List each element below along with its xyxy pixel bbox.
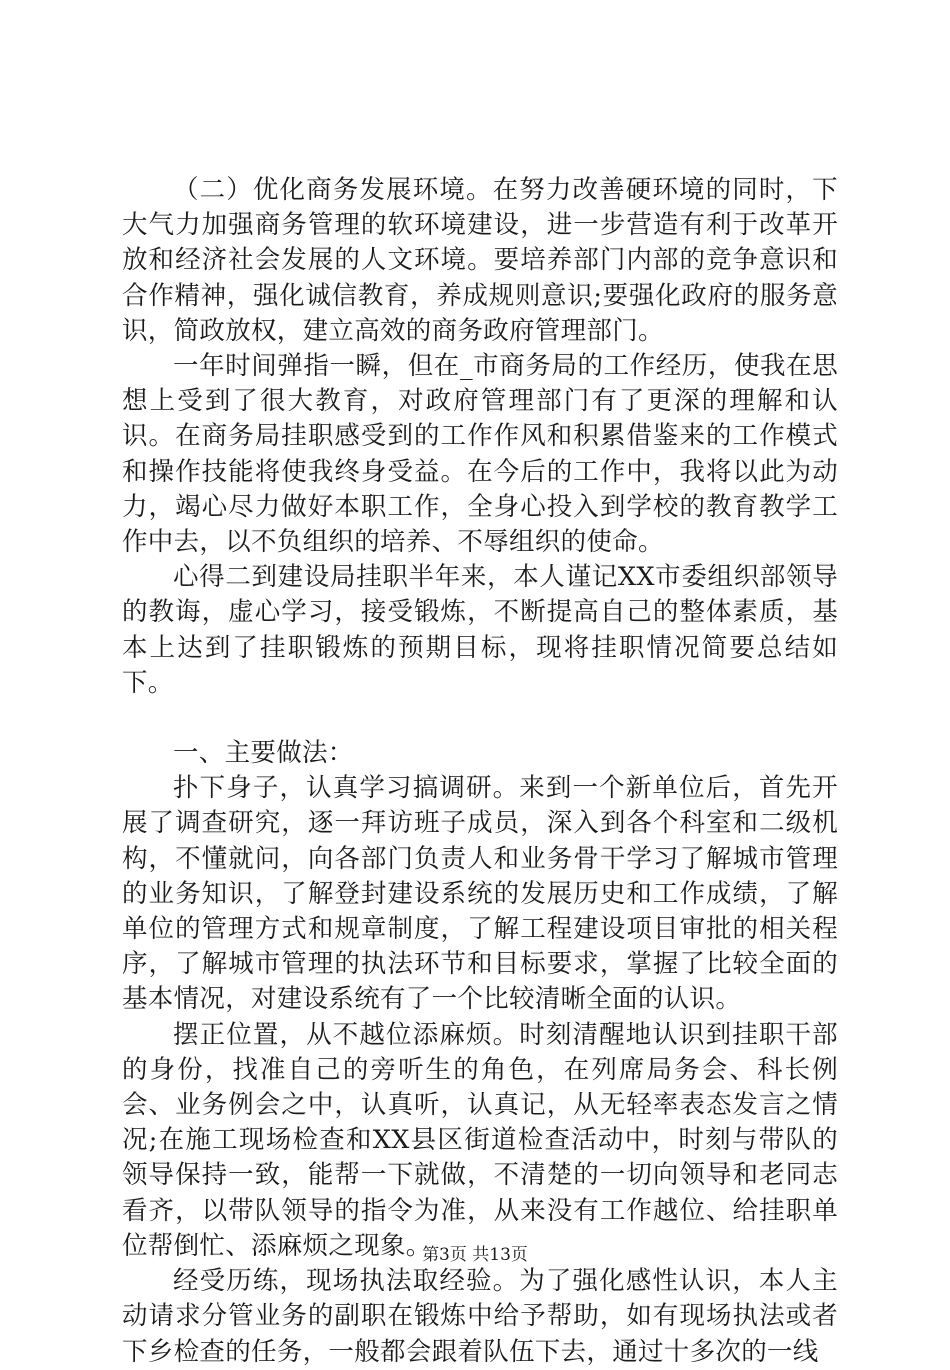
paragraph: 摆正位置，从不越位添麻烦。时刻清醒地认识到挂职干部的身份，找准自己的旁听生的角色，在列席局务会、科长例会、业务例会之中，认真听，认真记，从无轻率表态发言之情况;在施工现场检查和XX县区街道检查活动中，时刻与带队的领导保持一致，能帮一下就做，不清楚的一切向领导和老同志看齐，以带队领导的指令为准，从来没有工作越位、给挂职单位帮倒忙、添麻烦之现象。 bbox=[122, 1019, 838, 1261]
paragraph: 心得二到建设局挂职半年来，本人谨记XX市委组织部领导的教诲，虚心学习，接受锻炼，不断提高自己的整体素质，基本上达到了挂职锻炼的预期目标，现将挂职情况简要总结如下。 bbox=[122, 562, 838, 698]
paragraph: （二）优化商务发展环境。在努力改善硬环境的同时，下大气力加强商务管理的软环境建设，进一步营造有利于改革开放和经济社会发展的人文环境。要培养部门内部的竞争意识和合作精神，强化诚信教育，养成规则意识;要强化政府的服务意识，简政放权，建立高效的商务政府管理部门。 bbox=[122, 175, 838, 346]
document-body bbox=[122, 173, 838, 1370]
section-heading: 一、主要做法： bbox=[173, 738, 354, 769]
paragraph: 经受历练，现场执法取经验。为了强化感性认识，本人主动请求分管业务的副职在锻炼中给予帮助，如有现场执法或者下乡检查的任务，一般都会跟着队伍下去，通过十多次的一线 bbox=[122, 1266, 838, 1367]
paragraph-spacer bbox=[122, 701, 838, 736]
paragraph: 扑下身子，认真学习搞调研。来到一个新单位后，首先开展了调查研究，逐一拜访班子成员，深入到各个科室和二级机构，不懂就问，向各部门负责人和业务骨干学习了解城市管理的业务知识，了解登封建设系统的发展历史和工作成绩，了解单位的管理方式和规章制度，了解工程建设项目审批的相关程序，了解城市管理的执法环节和目标要求，掌握了比较全面的基本情况，对建设系统有了一个比较清晰全面的认识。 bbox=[122, 773, 838, 1015]
page-number-footer: 第3页 共13页 bbox=[422, 1245, 528, 1265]
paragraph: 一年时间弹指一瞬，但在_市商务局的工作经历，使我在思想上受到了很大教育，对政府管理部门有了更深的理解和认识。在商务局挂职感受到的工作作风和积累借鉴来的工作模式和操作技能将使我终身受益。在今后的工作中，我将以此为动力，竭心尽力做好本职工作，全身心投入到学校的教育教学工作中去，以不负组织的培养、不辱组织的使命。 bbox=[122, 351, 838, 558]
